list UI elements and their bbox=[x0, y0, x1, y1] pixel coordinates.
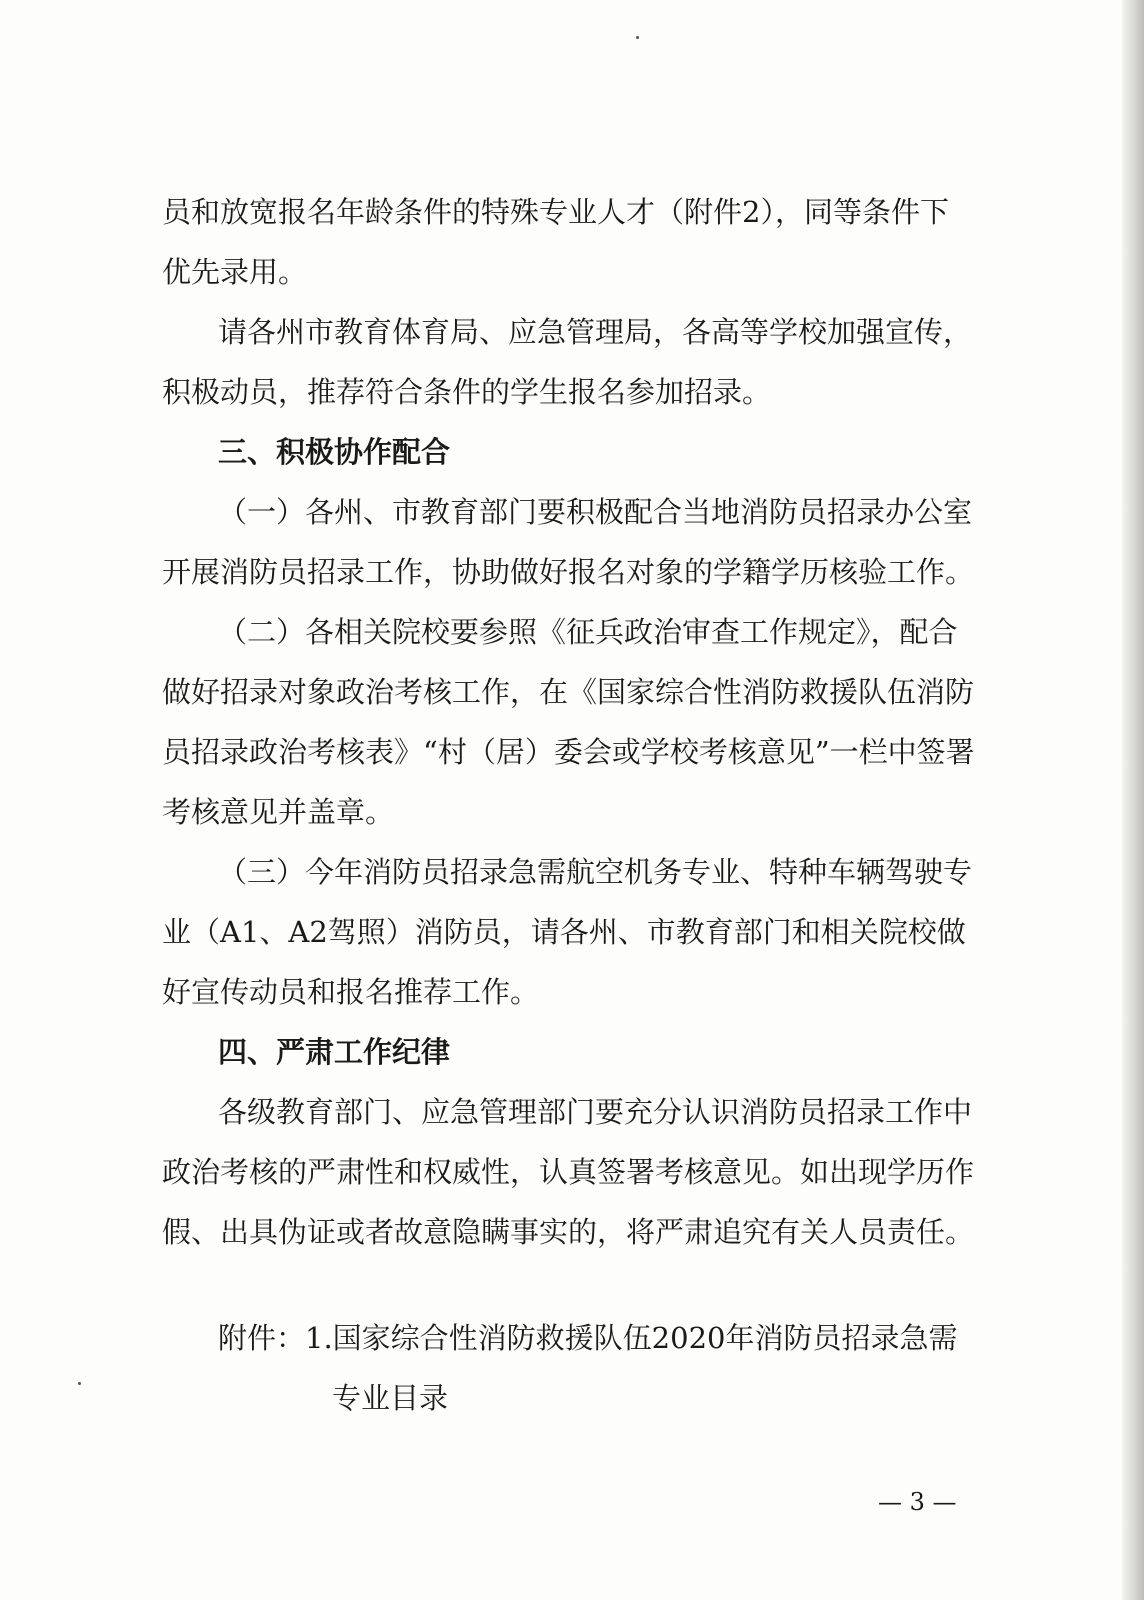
scan-speck bbox=[78, 1382, 81, 1385]
paragraph-line: 各级教育部门、应急管理部门要充分认识消防员招录工作中 bbox=[218, 1095, 973, 1129]
paragraph-line: 政治考核的严肃性和权威性，认真签署考核意见。如出现学历作 bbox=[162, 1155, 975, 1189]
paragraph-line: （一）各州、市教育部门要积极配合当地消防员招录办公室 bbox=[218, 495, 973, 529]
paragraph-line: 业（A1、A2驾照）消防员，请各州、市教育部门和相关院校做 bbox=[162, 915, 966, 949]
section-heading: 三、积极协作配合 bbox=[218, 435, 451, 469]
scan-speck bbox=[636, 36, 639, 39]
attachment-line: 附件：1.国家综合性消防救援队伍2020年消防员招录急需 bbox=[218, 1321, 958, 1355]
scan-edge-shadow bbox=[1122, 0, 1144, 1600]
paragraph-line: 请各州市教育体育局、应急管理局，各高等学校加强宣传， bbox=[218, 315, 973, 349]
paragraph-line: 开展消防员招录工作，协助做好报名对象的学籍学历核验工作。 bbox=[162, 555, 975, 589]
paragraph-line: 做好招录对象政治考核工作，在《国家综合性消防救援队伍消防 bbox=[162, 675, 975, 709]
paragraph-line: 积极动员，推荐符合条件的学生报名参加招录。 bbox=[162, 375, 772, 409]
paragraph-line: 考核意见并盖章。 bbox=[162, 795, 395, 829]
section-heading: 四、严肃工作纪律 bbox=[218, 1035, 451, 1069]
attachment-line: 专业目录 bbox=[332, 1381, 449, 1415]
paragraph-line: 假、出具伪证或者故意隐瞒事实的，将严肃追究有关人员责任。 bbox=[162, 1215, 975, 1249]
paragraph-line: 员招录政治考核表》“村（居）委会或学校考核意见”一栏中签署 bbox=[162, 735, 975, 769]
page-number: — 3 — bbox=[878, 1488, 957, 1516]
paragraph-line: （三）今年消防员招录急需航空机务专业、特种车辆驾驶专 bbox=[218, 855, 973, 889]
paragraph-line: 员和放宽报名年龄条件的特殊专业人才（附件2），同等条件下 bbox=[162, 195, 949, 229]
paragraph-line: 好宣传动员和报名推荐工作。 bbox=[162, 975, 540, 1009]
paragraph-line: 优先录用。 bbox=[162, 255, 308, 289]
paragraph-line: （二）各相关院校要参照《征兵政治审查工作规定》，配合 bbox=[218, 615, 958, 649]
